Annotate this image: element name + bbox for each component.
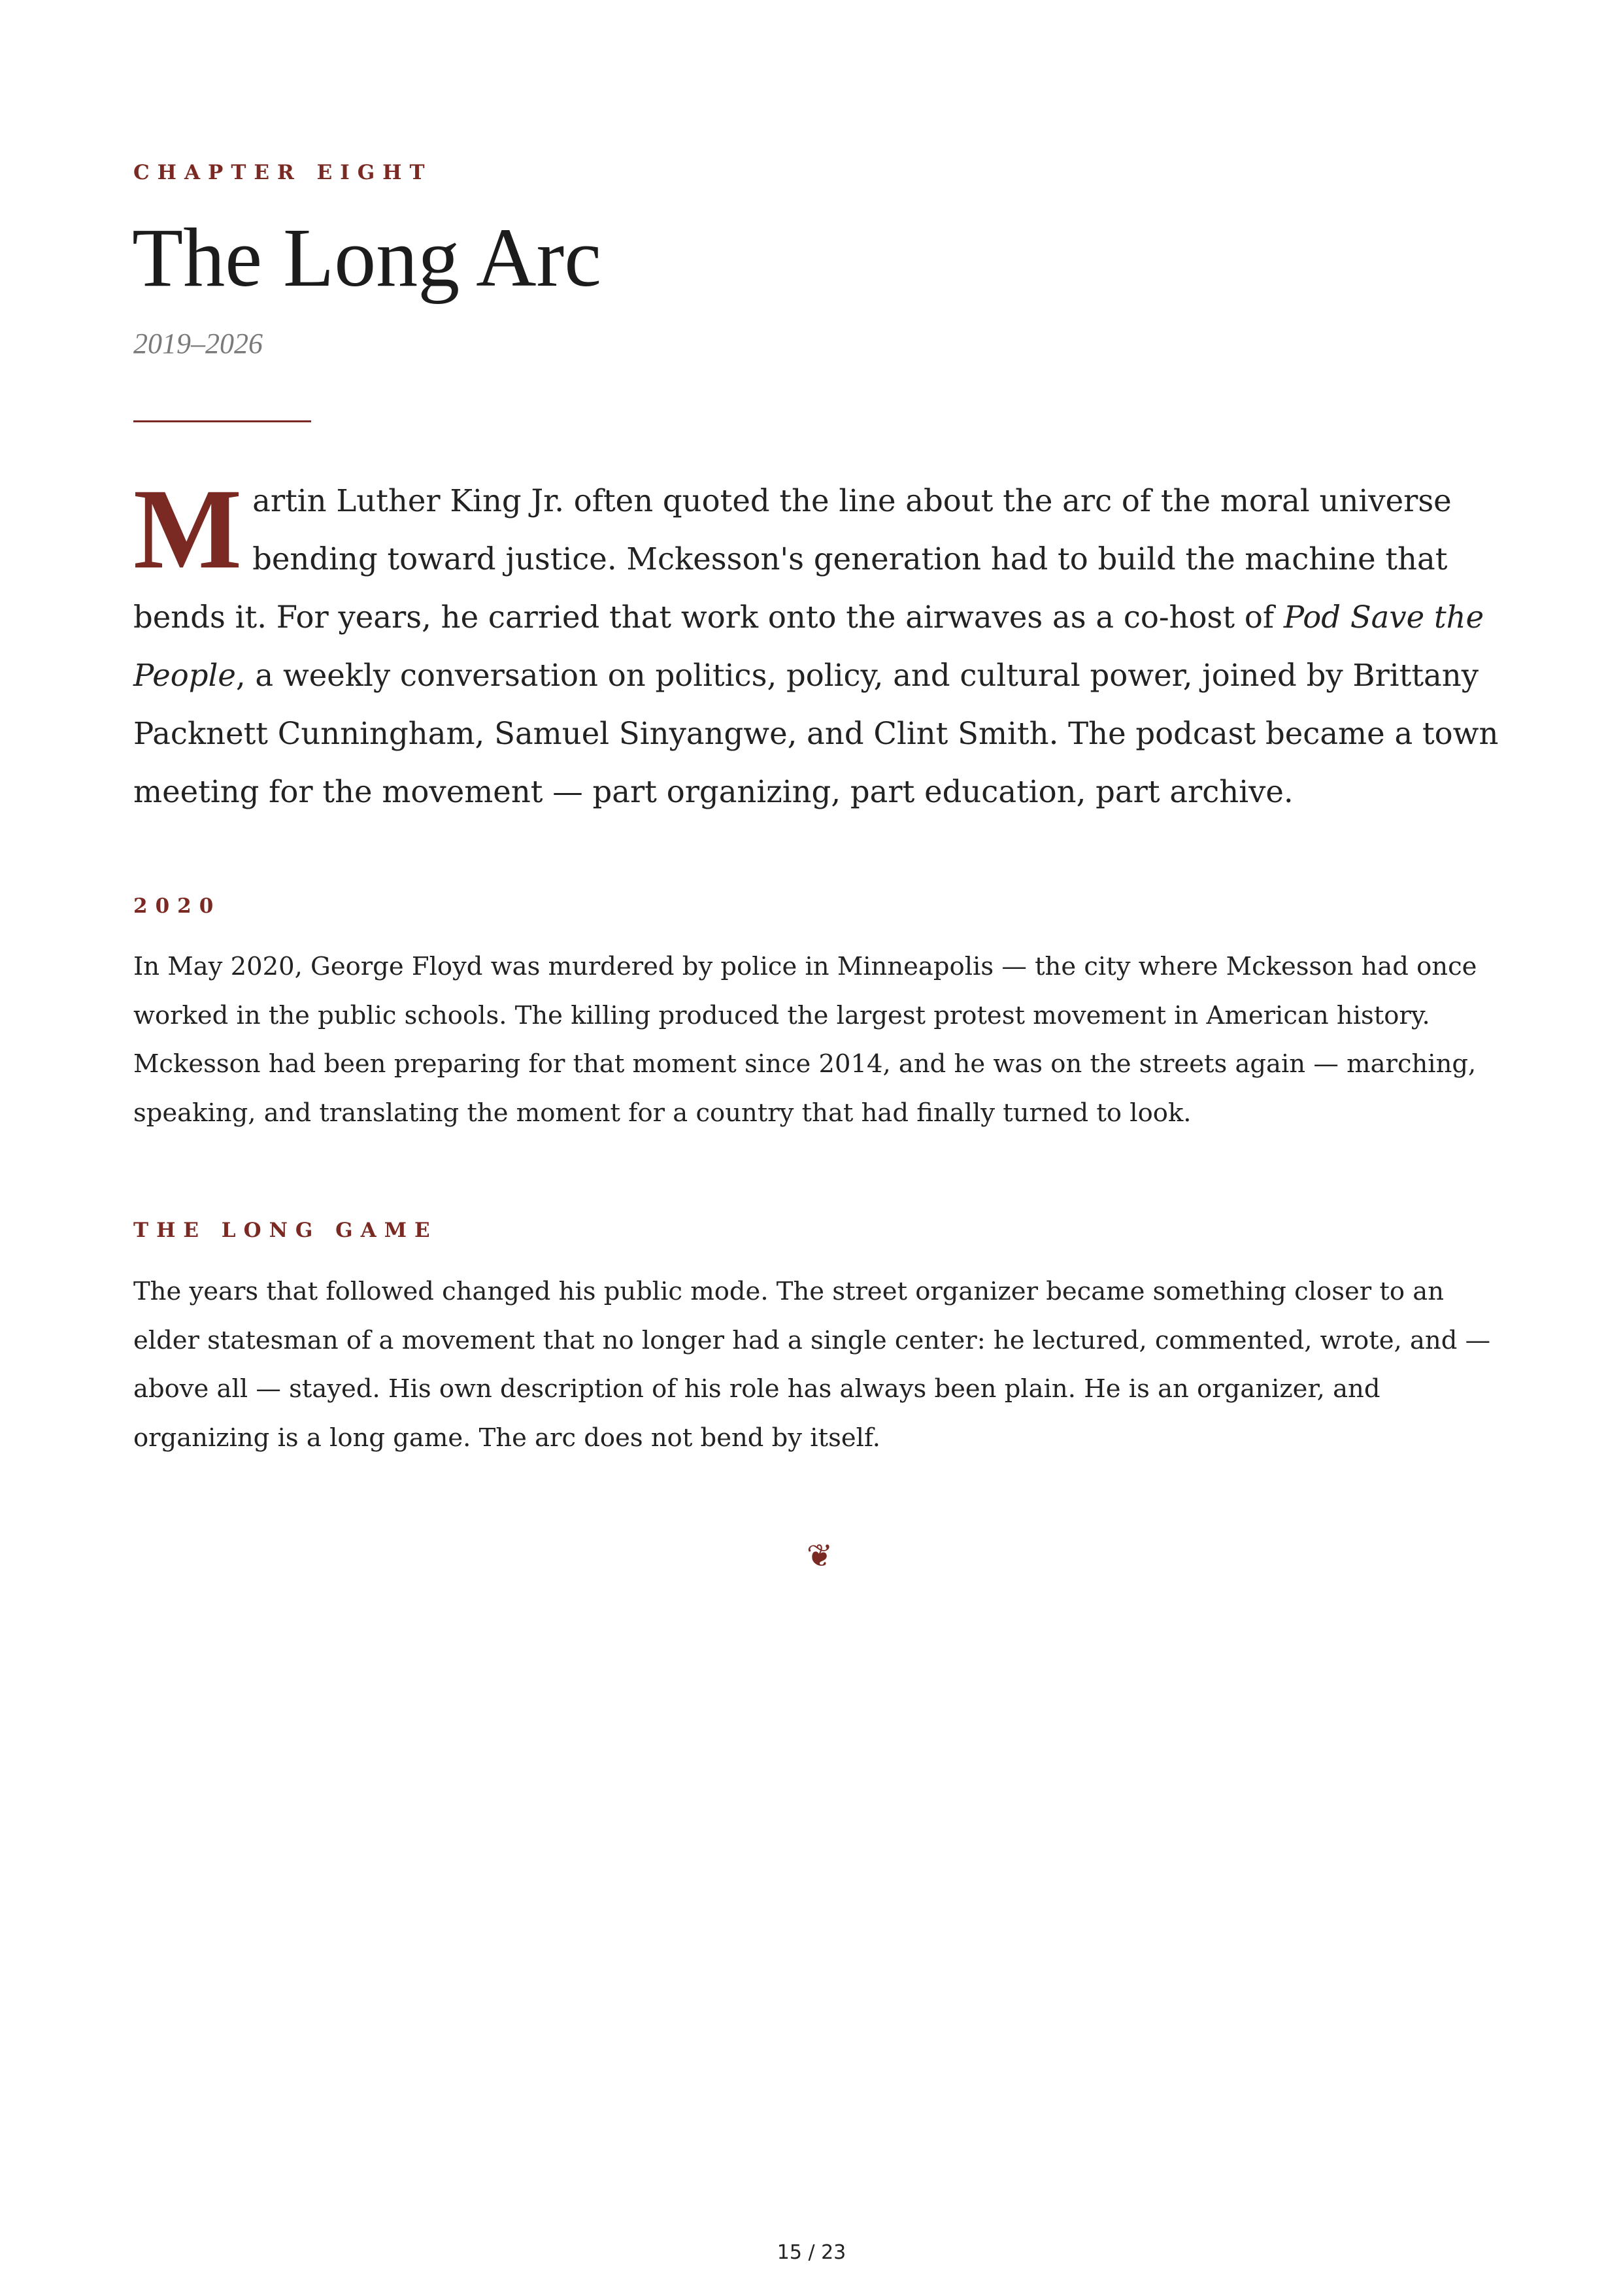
page-number: 15 / 23 bbox=[777, 2241, 846, 2264]
section-heading-long-game: THE LONG GAME bbox=[133, 1219, 438, 1242]
lead-text-start: artin Luther King Jr. often quoted the line about the arc of the moral universe bending toward justice. Mckesson's generation had to build the machine that bends it. For years, he carried that work onto the airwaves as a co-host of bbox=[133, 483, 1452, 635]
drop-cap: M bbox=[133, 465, 243, 593]
chapter-label: CHAPTER EIGHT bbox=[133, 161, 433, 184]
chapter-dates: 2019–2026 bbox=[133, 328, 263, 360]
floral-heart-icon: ❦ bbox=[806, 1538, 833, 1574]
lead-text-end: , a weekly conversation on politics, policy, and cultural power, joined by Brittany Packnett Cunningham, Samuel Sinyangwe, and Clint Smith. The podcast became a town meeting for the movement — part organizing, part education, part archive. bbox=[133, 658, 1499, 809]
section-body-2020: In May 2020, George Floyd was murdered by police in Minneapolis — the city where Mckesson had once worked in the public schools. The killing produced the largest protest movement in American history. Mckesson had been preparing for that moment since 2014, and he was on the streets again — marching, speaking, and translating the moment for a country that had finally turned to look. bbox=[133, 952, 1477, 1128]
title-divider bbox=[133, 420, 311, 422]
section-heading-2020: 2020 bbox=[133, 894, 222, 918]
section-body-long-game: The years that followed changed his public mode. The street organizer became something closer to an elder statesman of a movement that no longer had a single center: he lectured, commented, wrote, and — above all — stayed. His own description of his role has always been plain. He is an organizer, and organizing is a long game. The arc does not bend by itself. bbox=[133, 1277, 1491, 1453]
lead-paragraph bbox=[133, 465, 1506, 821]
podcast-title: Pod Save the People bbox=[133, 599, 1484, 693]
chapter-title: The Long Arc bbox=[132, 211, 601, 304]
